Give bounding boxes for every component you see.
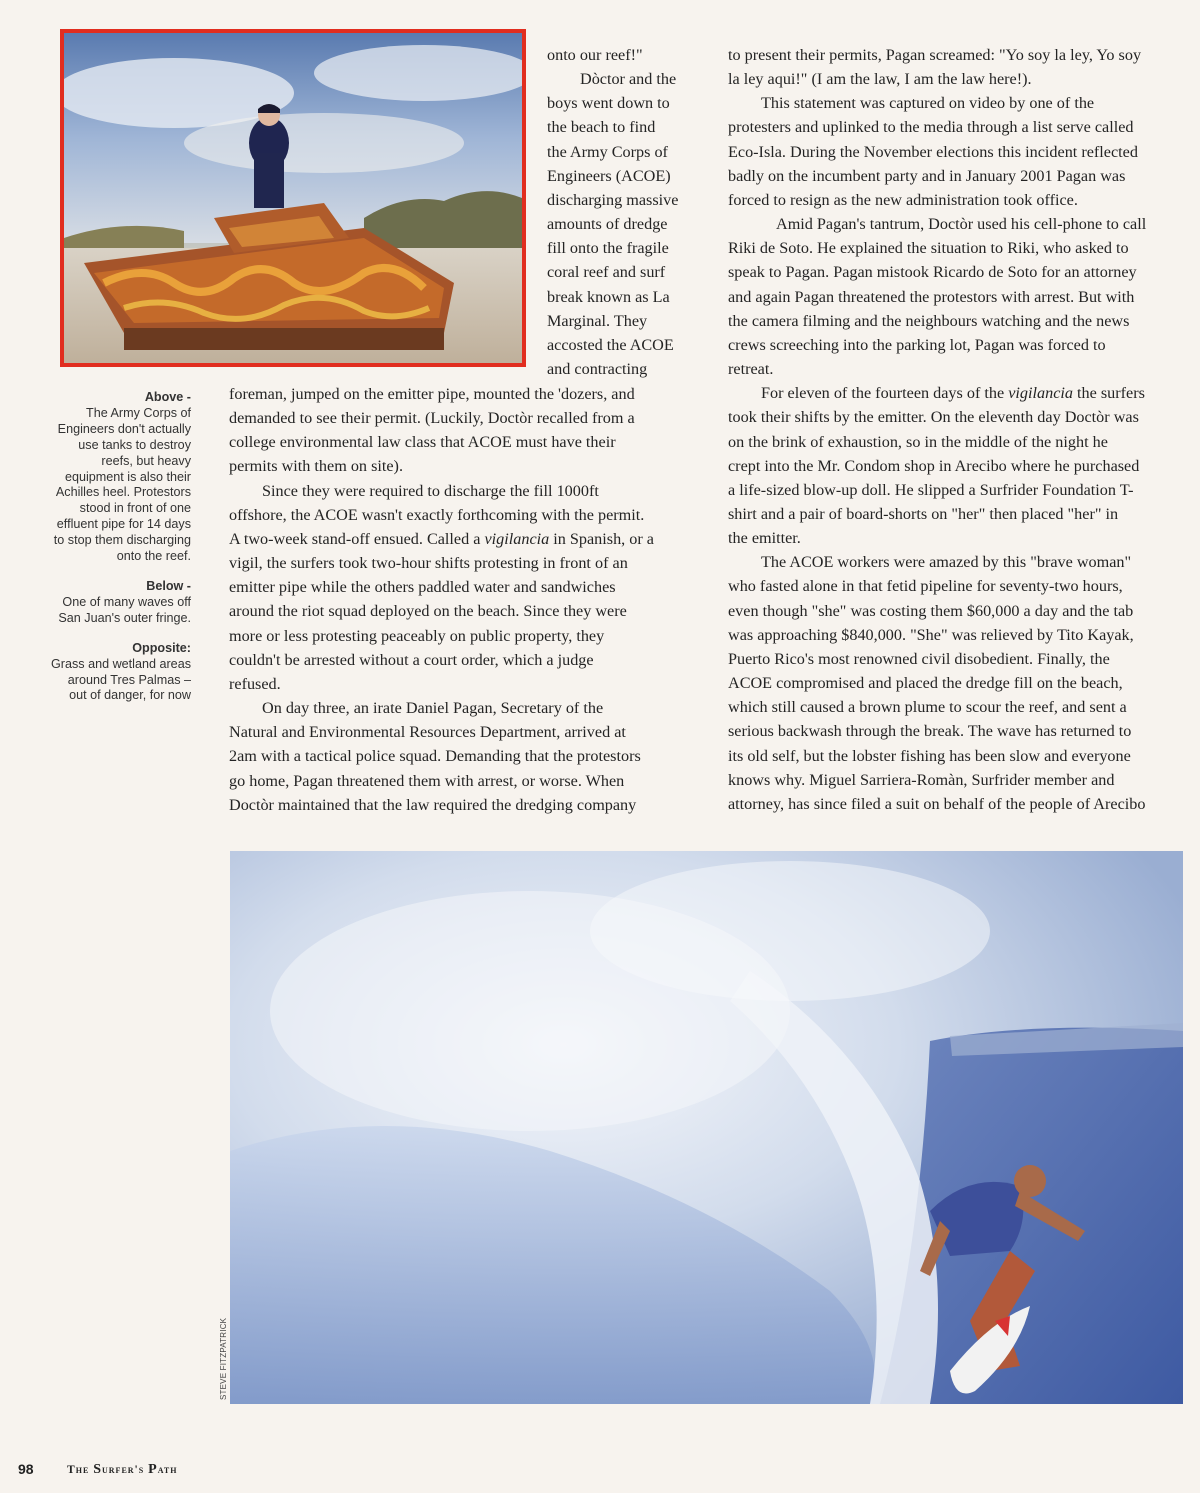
caption-line: to stop them discharging: [53, 533, 191, 548]
text-line: permits with them on site).: [229, 457, 403, 476]
text-line: crept into the Mr. Condom shop in Arecibo where he purchased: [728, 456, 1140, 475]
text-line: ACOE compromised and placed the dredge fill on the beach,: [728, 674, 1123, 693]
caption-text-above: [30, 406, 191, 565]
text-line: even though "she" was costing them $60,000 a day and the tab: [728, 601, 1134, 620]
magazine-title-part: ath: [157, 1463, 178, 1476]
text-line: and again Pagan threatened the protestors with arrest. But with: [728, 287, 1135, 306]
text-line: discharging massive: [547, 190, 679, 209]
text-line: to present their permits, Pagan screamed: "Yo soy la ley, Yo soy: [728, 46, 1142, 64]
text-line: attorney, has since filed a suit on behalf of the people of Arecibo: [728, 794, 1146, 813]
caption-line: reefs, but heavy: [101, 453, 191, 468]
text-line: offshore, the ACOE wasn't exactly forthcoming with the permit.: [229, 505, 645, 524]
text-line: serious backwash through the break. The wave has returned to: [728, 722, 1132, 741]
caption-title-opposite: Opposite:: [132, 640, 191, 655]
paragraph: [728, 91, 1183, 212]
text-line: A two-week stand-off ensued. Called a vigilancia in Spanish, or a: [229, 529, 654, 548]
text-line: the beach to find: [547, 118, 656, 137]
text-line: retreat.: [728, 360, 774, 379]
text-line: Natural and Environmental Resources Department, arrived at: [229, 723, 626, 742]
tank-illustration: [64, 33, 522, 363]
text-line: crews screeching into the parking lot, Pagan was forced to: [728, 335, 1106, 354]
text-line: Puerto Rico's most renowned civil disobedient. Finally, the: [728, 649, 1110, 668]
text-line: Engineers (ACOE): [547, 166, 671, 185]
caption-line: Achilles heel. Protestors: [55, 485, 191, 500]
text-line: This statement was captured on video by one of the: [761, 94, 1095, 113]
caption-line: equipment is also their: [64, 469, 191, 484]
caption-line: Engineers don't actually: [57, 421, 191, 436]
text-line: go home, Pagan threatened them with arrest, or worse. When: [229, 771, 625, 790]
caption-title-above: Above -: [144, 390, 191, 404]
magazine-title-part: urfer's: [102, 1463, 149, 1476]
text-line: break known as La: [547, 287, 670, 306]
text-line: which still caused a brown plume to scour the reef, and sent a: [728, 698, 1127, 717]
caption-line: San Juan's outer fringe.: [58, 610, 191, 625]
italic-term: vigilancia: [484, 529, 550, 548]
magazine-title: [67, 1463, 177, 1477]
text-line: coral reef and surf: [547, 263, 666, 282]
text-line: la ley aqui!" (I am the law, I am the law here!).: [728, 70, 1032, 89]
text-line: knows why. Miguel Sarriera-Romàn, Surfrider member and: [728, 770, 1115, 789]
photo-credit: STEVE FITZPATRICK: [219, 1317, 228, 1400]
text-line: the Army Corps of: [547, 142, 668, 161]
magazine-title-part: S: [93, 1462, 102, 1477]
paragraph: [728, 212, 1183, 381]
text-line: forced to resign as the new administration took office.: [728, 190, 1078, 209]
text-line: The ACOE workers were amazed by this "brave woman": [761, 553, 1132, 572]
text-line: Riki de Soto. He explained the situation to Riki, who asked to: [728, 239, 1129, 258]
text-line: amounts of dredge: [547, 215, 668, 234]
paragraph: [229, 382, 694, 479]
text-line: around the riot squad deployed on the beach. Since they were: [229, 602, 627, 621]
text-line: speak to Pagan. Pagan mistook Ricardo de Soto for an attorney: [728, 263, 1137, 282]
text-line: college environmental law class that ACOE must have their: [229, 433, 616, 452]
caption-line: effluent pipe for 14 days: [56, 517, 191, 532]
text-line: Doctòr maintained that the law required the dredging company: [229, 795, 637, 814]
text-line: onto our reef!": [547, 46, 643, 64]
text-line: was approaching $840,000. "She" was relieved by Tito Kayak,: [728, 625, 1134, 644]
surf-illustration: [230, 851, 1183, 1404]
text-line: accosted the ACOE: [547, 335, 674, 354]
text-line: shirt and a pair of board-shorts on "her" then placed "her" in: [728, 504, 1119, 523]
tank-photo: [60, 29, 526, 367]
text-line: vigil, the surfers took two-hour shifts protesting in front of an: [229, 554, 628, 573]
text-line: refused.: [229, 674, 281, 693]
italic-term: vigilancia: [1008, 384, 1073, 403]
caption-line: One of many waves off: [62, 594, 191, 609]
caption-line: out of danger, for now: [69, 688, 191, 703]
text-line: On day three, an irate Daniel Pagan, Secretary of the: [262, 699, 604, 718]
paragraph: [229, 696, 694, 817]
caption-text-below: [30, 595, 191, 627]
magazine-title-part: The: [67, 1463, 90, 1476]
caption-line: The Army Corps of: [86, 405, 191, 420]
text-line: more or less protesting peaceably on public property, they: [229, 626, 605, 645]
surf-photo: [230, 851, 1183, 1404]
text-line: 2am with a tactical police squad. Demanding that the protestors: [229, 747, 641, 766]
caption-line: around Tres Palmas –: [67, 672, 191, 687]
caption-text-opposite: [30, 657, 191, 705]
text-line: fill onto the fragile: [547, 239, 669, 258]
text-line: its old self, but the lobster fishing has been slow and everyone: [728, 746, 1131, 765]
text-line: Amid Pagan's tantrum, Doctòr used his cell-phone to call: [776, 215, 1147, 234]
text-line: the emitter.: [728, 529, 801, 548]
text-line: boys went down to: [547, 94, 670, 113]
paragraph: [728, 381, 1183, 550]
text-line: Eco-Isla. During the November elections this incident reflected: [728, 142, 1138, 161]
text-line: Since they were required to discharge the fill 1000ft: [262, 481, 599, 500]
text-line: who fasted alone in that fetid pipeline for seventy-two hours,: [728, 577, 1123, 596]
paragraph: [728, 550, 1183, 816]
text-line: For eleven of the fourteen days of the vigilancia the surfers: [761, 384, 1145, 403]
text-line: protesters and uplinked to the media through a list serve called: [728, 118, 1134, 137]
text-line: emitter pipe while the others paddled water and sandwiches: [229, 578, 616, 597]
caption-title-below: Below -: [146, 578, 191, 593]
caption-line: stood in front of one: [79, 501, 191, 516]
text-line: and contracting: [547, 360, 648, 379]
text-line: foreman, jumped on the emitter pipe, mounted the 'dozers, and: [229, 385, 635, 403]
caption-line: Grass and wetland areas: [50, 656, 191, 671]
text-line: took their shifts by the emitter. On the eleventh day Doctòr was: [728, 408, 1139, 427]
photo-captions: [30, 390, 191, 718]
caption-line: onto the reef.: [116, 549, 191, 564]
text-line: Marginal. They: [547, 311, 648, 330]
paragraph: [229, 479, 694, 696]
left-text-column: [229, 382, 694, 817]
caption-line: use tanks to destroy: [78, 437, 191, 452]
text-line: a life-sized blow-up doll. He slipped a Surfrider Foundation T-: [728, 480, 1134, 499]
magazine-title-part: P: [148, 1462, 158, 1477]
text-line: badly on the incumbent party and in January 2001 Pagan was: [728, 166, 1126, 185]
text-line: demanded to see their permit. (Luckily, Doctòr recalled from a: [229, 409, 635, 428]
page-number: 98: [18, 1461, 34, 1477]
text-line: Dòctor and the: [580, 70, 677, 89]
text-line: on the brink of exhaustion, so in the middle of the night he: [728, 432, 1108, 451]
text-line: couldn't be arrested without a court order, which a judge: [229, 650, 594, 669]
narrow-text-column: [547, 43, 717, 381]
paragraph: [728, 43, 1183, 91]
right-text-column: [728, 43, 1183, 816]
text-line: the camera filming and the neighbours watching and the news: [728, 311, 1130, 330]
